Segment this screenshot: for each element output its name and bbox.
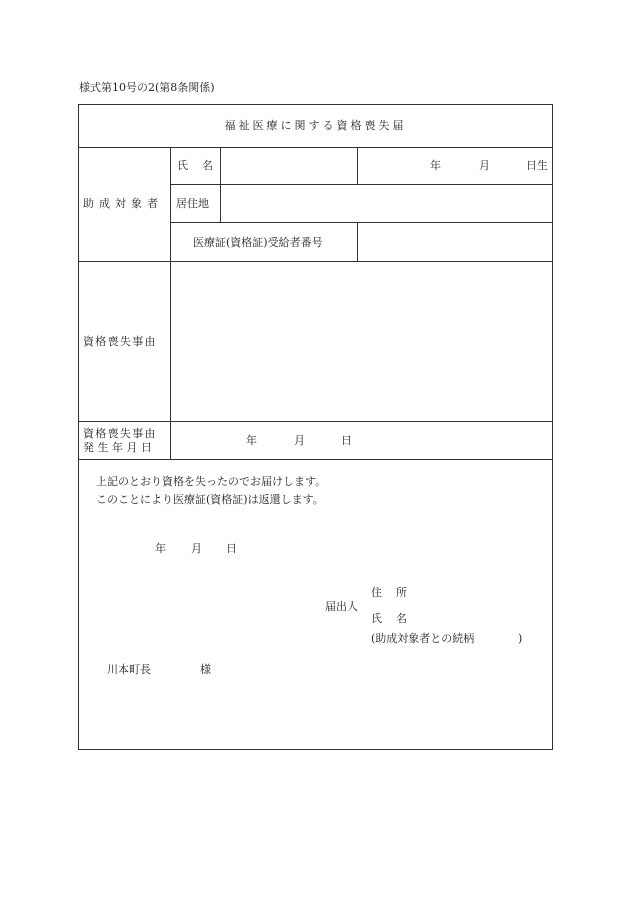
date-year-label: 年 [246,434,257,447]
applicant-name-label-2: 名 [396,612,407,625]
subject-label: 助成対象者 [83,197,163,210]
name-label-2: 名 [202,159,213,172]
occurrence-date-field[interactable] [172,423,551,458]
relation-open: (助成対象者との続柄 [371,632,475,645]
table-left-border [78,104,79,750]
birth-day-label: 日生 [526,159,548,172]
applicant-name-field[interactable] [410,608,540,626]
applicant-address-label-1: 住 [371,586,382,599]
relation-field[interactable] [485,629,517,647]
date-month-label: 月 [294,434,305,447]
label-column-divider [170,147,171,460]
table-right-border [552,104,553,750]
submission-year-label: 年 [155,542,166,555]
addressee: 川本町長 [107,663,151,676]
applicant-address-field[interactable] [410,582,540,600]
reason-bottom-border [78,421,553,422]
birth-date-field[interactable] [359,149,551,183]
subject-name-field[interactable] [222,149,355,183]
applicant-name-label-1: 氏 [371,612,382,625]
form-title: 福祉医療に関する資格喪失届 [224,119,407,132]
date-label-line2: 発 生 年 月 日 [83,441,152,454]
date-bottom-border [78,459,553,460]
reason-label: 資格喪失事由 [83,335,157,348]
sublabel-column-divider [220,147,221,223]
date-day-label: 日 [341,434,352,447]
reason-field[interactable] [172,263,551,420]
declaration-line-2: このことにより医療証(資格証)は返還します。 [96,493,324,506]
name-label-1: 氏 [177,159,188,172]
name-row-bottom-border [170,184,553,185]
table-top-border [78,104,553,105]
table-bottom-border [78,749,553,750]
cert-number-divider [357,222,358,262]
declaration-line-1: 上記のとおり資格を失ったのでお届けします。 [96,475,327,488]
submission-month-label: 月 [191,542,202,555]
cert-number-label: 医療証(資格証)受給者番号 [193,236,323,249]
name-birth-divider [357,147,358,185]
cert-number-field[interactable] [359,224,551,260]
date-label-line1: 資格喪失事由 [83,427,157,440]
title-bottom-border [78,147,553,148]
address-row-bottom-border [170,222,553,223]
birth-year-label: 年 [430,159,441,172]
submission-day-label: 日 [226,542,237,555]
honorific: 様 [200,663,211,676]
address-label: 居住地 [176,197,209,210]
applicant-address-label-2: 所 [396,586,407,599]
applicant-label: 届出人 [325,600,358,613]
birth-month-label: 月 [479,159,490,172]
subject-bottom-border [78,261,553,262]
relation-close: ) [518,632,523,645]
subject-address-field[interactable] [222,186,551,221]
form-number: 様式第10号の2(第8条関係) [79,81,215,94]
